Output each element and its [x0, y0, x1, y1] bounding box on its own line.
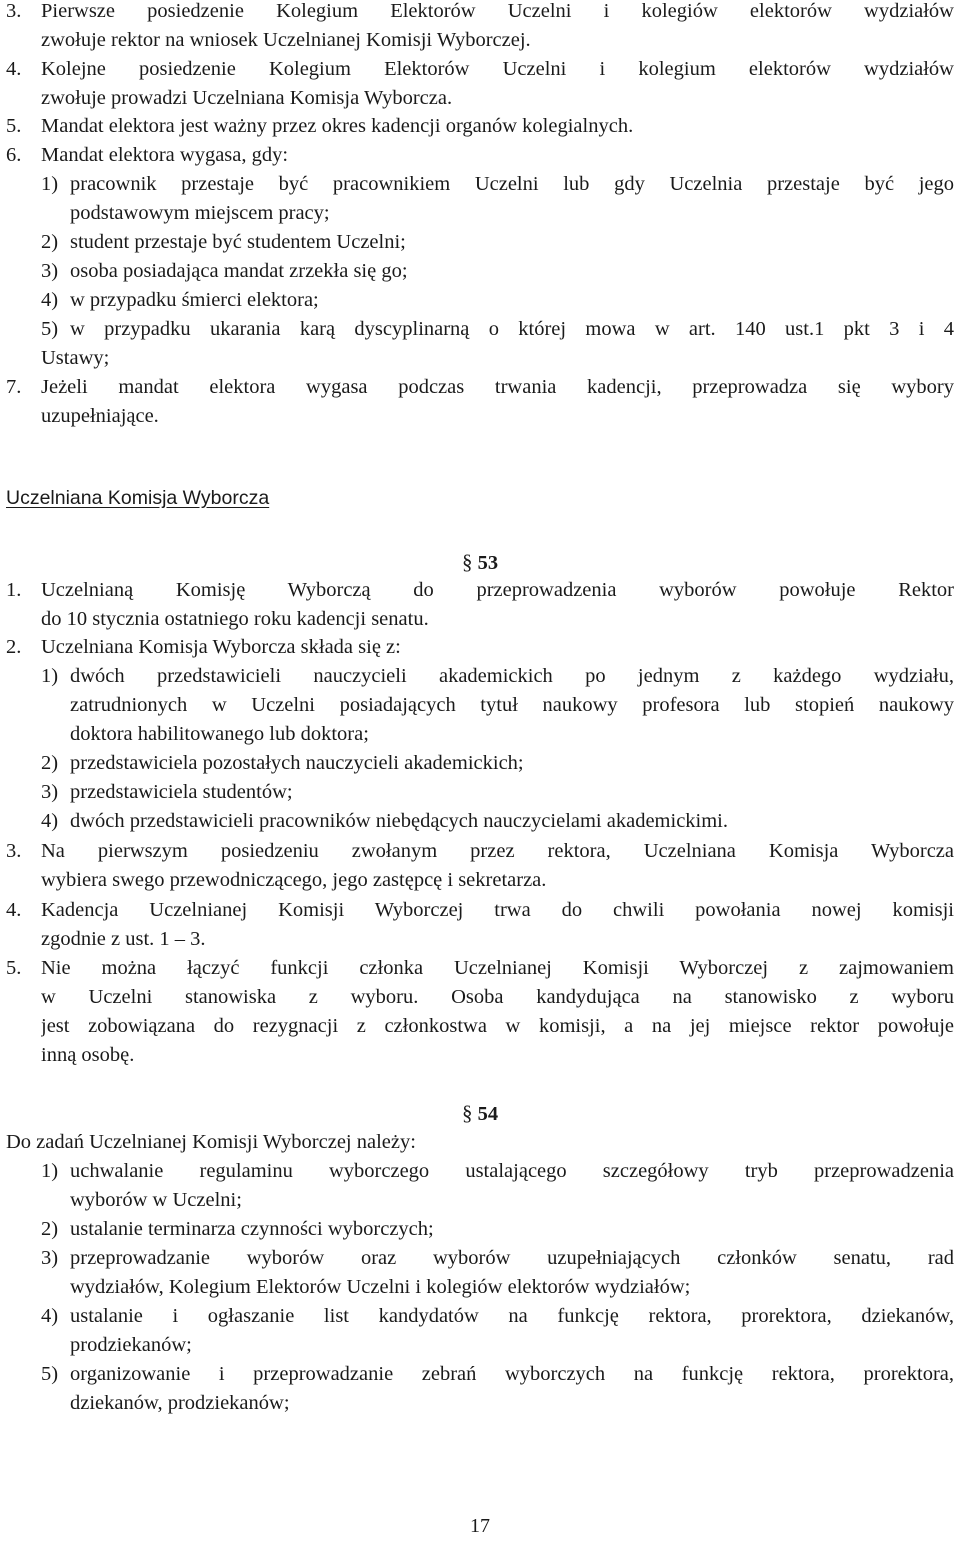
list-item-line: student przestaje być studentem Uczelni;: [70, 231, 406, 253]
list-number: 5): [41, 1363, 59, 1385]
list-item-line: prodziekanów;: [70, 1334, 192, 1356]
list-item-line: Uczelniana Komisja Wyborcza składa się z:: [41, 636, 401, 658]
list-number: 4): [41, 810, 59, 832]
list-item-line: w Uczelni stanowiska z wyboru. Osoba kandydująca na stanowisko z wyboru: [41, 986, 954, 1008]
list-item-line: ustalanie terminarza czynności wyborczych;: [70, 1218, 434, 1240]
list-number: 5.: [6, 957, 22, 979]
list-item-line: Kolejne posiedzenie Kolegium Elektorów Uczelni i kolegium elektorów wydziałów: [41, 58, 954, 80]
list-item-line: dwóch przedstawicieli pracowników niebędących nauczycielami akademickimi.: [70, 810, 729, 832]
list-number: 2.: [6, 636, 22, 658]
list-item-line: do 10 stycznia ostatniego roku kadencji senatu.: [41, 608, 429, 630]
list-item-line: przedstawiciela studentów;: [70, 781, 293, 803]
list-number: 4): [41, 1305, 59, 1327]
list-item-line: Mandat elektora wygasa, gdy:: [41, 144, 289, 166]
list-number: 7.: [6, 376, 22, 398]
list-number: 1): [41, 1160, 59, 1182]
list-number: 1): [41, 665, 59, 687]
paragraph-54-intro: Do zadań Uczelnianej Komisji Wyborczej należy:: [6, 1131, 416, 1153]
list-number: 4.: [6, 58, 22, 80]
list-number: 2): [41, 752, 59, 774]
list-number: 3.: [6, 840, 22, 862]
list-number: 2): [41, 1218, 59, 1240]
paragraph-54-heading: [462, 1099, 498, 1129]
paragraph-53-heading: [462, 548, 498, 578]
list-item-line: wydziałów, Kolegium Elektorów Uczelni i kolegiów elektorów wydziałów;: [70, 1276, 691, 1298]
list-number: 1): [41, 173, 59, 195]
list-item-line: zwołuje rektor na wniosek Uczelnianej Komisji Wyborczej.: [41, 29, 531, 51]
list-number: 6.: [6, 144, 22, 166]
list-item-line: zgodnie z ust. 1 – 3.: [41, 928, 206, 950]
section-symbol: §: [462, 1101, 473, 1125]
list-number: 4.: [6, 899, 22, 921]
section-heading: Uczelniana Komisja Wyborcza: [6, 487, 270, 509]
list-item-line: w przypadku śmierci elektora;: [70, 289, 319, 311]
list-item-line: Kadencja Uczelnianej Komisji Wyborczej trwa do chwili powołania nowej komisji: [41, 899, 954, 921]
list-item-line: zwołuje prowadzi Uczelniana Komisja Wyborcza.: [41, 87, 453, 109]
list-item-line: Ustawy;: [41, 347, 110, 369]
list-number: 3): [41, 1247, 59, 1269]
list-item-line: zatrudnionych w Uczelni posiadających tytuł naukowy profesora lub stopień naukowy: [70, 694, 954, 716]
list-item-line: dwóch przedstawicieli nauczycieli akademickich po jednym z każdego wydziału,: [70, 665, 954, 687]
list-item-line: wybiera swego przewodniczącego, jego zastępcę i sekretarza.: [41, 869, 547, 891]
paragraph-number: 54: [477, 1103, 499, 1125]
list-item-line: inną osobę.: [41, 1044, 135, 1066]
list-number: 2): [41, 231, 59, 253]
list-number: 1.: [6, 579, 22, 601]
list-item-line: doktora habilitowanego lub doktora;: [70, 723, 369, 745]
page-number: 17: [470, 1515, 490, 1537]
list-item-line: ustalanie i ogłaszanie list kandydatów na funkcję rektora, prorektora, dziekanów,: [70, 1305, 954, 1327]
list-item-line: przeprowadzanie wyborów oraz wyborów uzupełniających członków senatu, rad: [70, 1247, 954, 1269]
list-item-line: Jeżeli mandat elektora wygasa podczas trwania kadencji, przeprowadza się wybory: [41, 376, 954, 398]
list-item-line: Mandat elektora jest ważny przez okres kadencji organów kolegialnych.: [41, 115, 634, 137]
list-item-line: Pierwsze posiedzenie Kolegium Elektorów Uczelni i kolegiów elektorów wydziałów: [41, 0, 954, 22]
list-item-line: uzupełniające.: [41, 405, 159, 427]
list-item-line: organizowanie i przeprowadzanie zebrań wyborczych na funkcję rektora, prorektora,: [70, 1363, 954, 1385]
section-symbol: §: [462, 550, 473, 574]
list-item-line: przedstawiciela pozostałych nauczycieli akademickich;: [70, 752, 524, 774]
list-number: 3): [41, 260, 59, 282]
list-item-line: uchwalanie regulaminu wyborczego ustalającego szczegółowy tryb przeprowadzenia: [70, 1160, 954, 1182]
list-number: 5.: [6, 115, 22, 137]
list-number: 3.: [6, 0, 22, 22]
list-item-line: dziekanów, prodziekanów;: [70, 1392, 290, 1414]
list-number: 3): [41, 781, 59, 803]
list-item-line: w przypadku ukarania karą dyscyplinarną o której mowa w art. 140 ust.1 pkt 3 i 4: [70, 318, 954, 340]
list-number: 5): [41, 318, 59, 340]
list-number: 4): [41, 289, 59, 311]
paragraph-number: 53: [477, 552, 499, 574]
list-item-line: pracownik przestaje być pracownikiem Uczelni lub gdy Uczelnia przestaje być jego: [70, 173, 954, 195]
list-item-line: wyborów w Uczelni;: [70, 1189, 242, 1211]
list-item-line: Na pierwszym posiedzeniu zwołanym przez rektora, Uczelniana Komisja Wyborcza: [41, 840, 954, 862]
list-item-line: Nie można łączyć funkcji członka Uczelnianej Komisji Wyborczej z zajmowaniem: [41, 957, 954, 979]
list-item-line: podstawowym miejscem pracy;: [70, 202, 330, 224]
list-item-line: osoba posiadająca mandat zrzekła się go;: [70, 260, 408, 282]
list-item-line: jest zobowiązana do rezygnacji z członkostwa w komisji, a na jej miejsce rektor powołuje: [41, 1015, 954, 1037]
list-item-line: Uczelnianą Komisję Wyborczą do przeprowadzenia wyborów powołuje Rektor: [41, 579, 954, 601]
